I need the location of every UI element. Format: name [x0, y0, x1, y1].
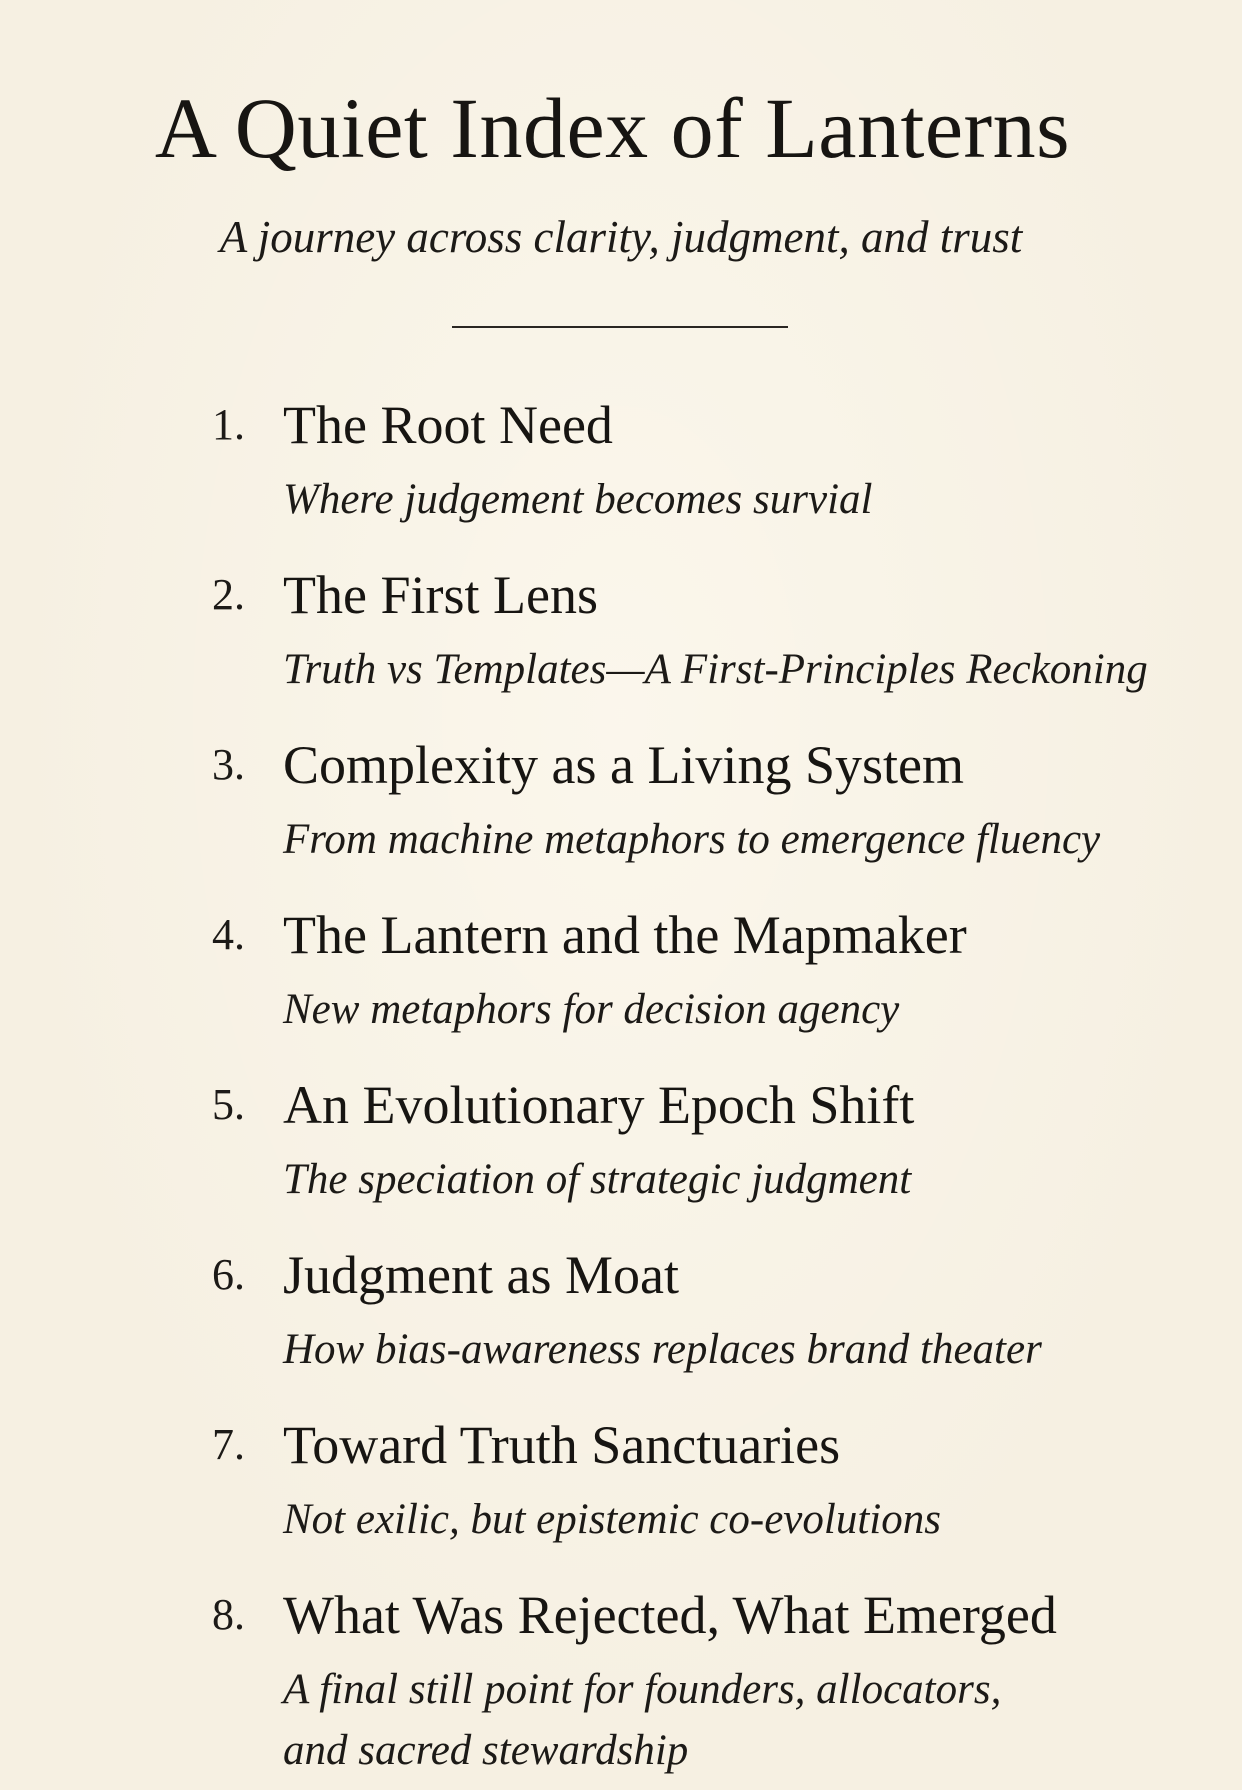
entry-subtitle: Not exilic, but epistemic co-evolutions [283, 1496, 941, 1543]
entry-number: 4. [212, 910, 245, 959]
entry-number: 5. [212, 1080, 245, 1129]
entry-title: The Lantern and the Mapmaker [283, 905, 967, 965]
entry-subtitle: The speciation of strategic judgment [283, 1156, 912, 1203]
entry-number: 1. [212, 400, 245, 449]
entry-subtitle: From machine metaphors to emergence fluency [283, 816, 1101, 863]
entry-title: Toward Truth Sanctuaries [283, 1415, 841, 1475]
entry-title: An Evolutionary Epoch Shift [283, 1075, 915, 1135]
entry-subtitle: Where judgement becomes survial [283, 476, 873, 523]
entry-number: 6. [212, 1250, 245, 1299]
entry-title: Complexity as a Living System [283, 735, 964, 795]
entry-title: The First Lens [283, 565, 598, 625]
page-subtitle: A journey across clarity, judgment, and trust [219, 212, 1023, 262]
entry-title: Judgment as Moat [283, 1245, 679, 1305]
entry-subtitle: How bias-awareness replaces brand theater [283, 1326, 1042, 1373]
entry-number: 8. [212, 1590, 245, 1639]
entry-title: The Root Need [283, 395, 613, 455]
entry-number: 2. [212, 570, 245, 619]
entry-title: What Was Rejected, What Emerged [283, 1585, 1057, 1645]
entry-number: 7. [212, 1420, 245, 1469]
entry-subtitle: A final still point for founders, allocators, and sacred stewardship [283, 1666, 1002, 1774]
entry-number: 3. [212, 740, 245, 789]
page-title: A Quiet Index of Lanterns [154, 80, 1071, 176]
title-divider [452, 326, 788, 328]
entry-subtitle: New metaphors for decision agency [283, 986, 900, 1033]
entry-subtitle: Truth vs Templates—A First-Principles Reckoning [283, 646, 1148, 693]
